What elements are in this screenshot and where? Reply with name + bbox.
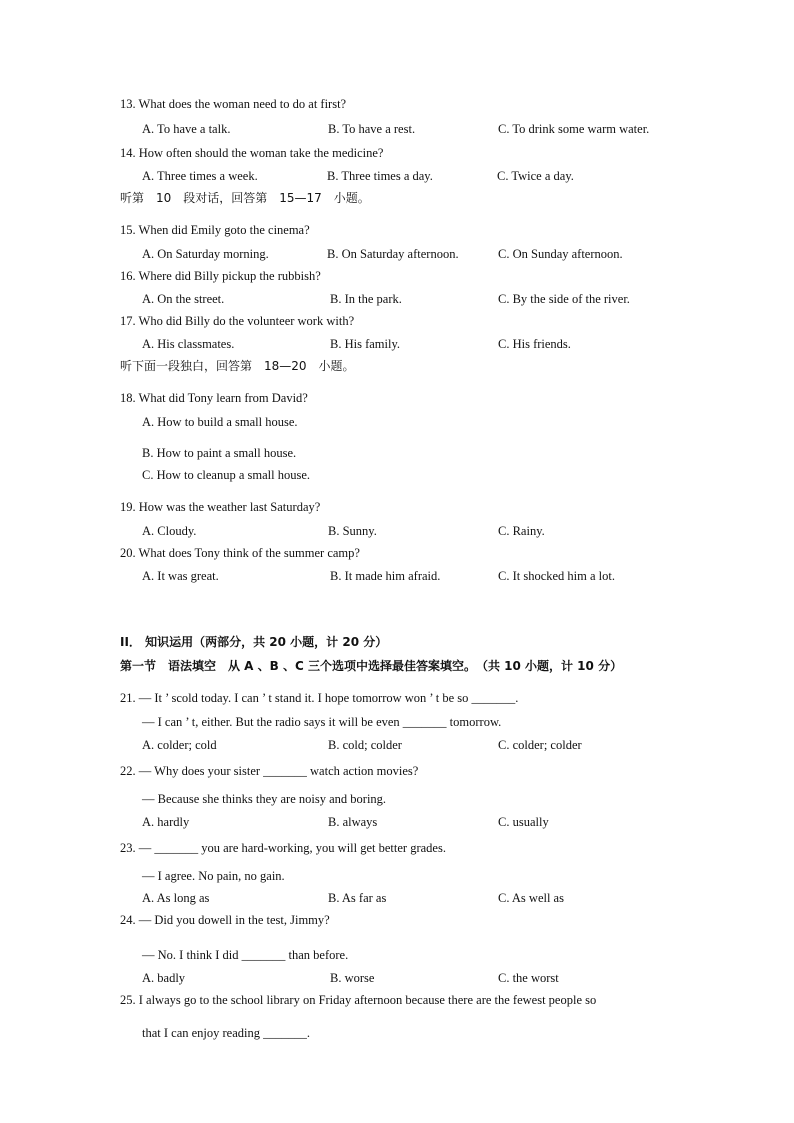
question-15-option-b: B. On Saturday afternoon.	[327, 247, 459, 261]
question-16-option-b: B. In the park.	[330, 292, 402, 306]
question-16-option-a: A. On the street.	[142, 292, 225, 306]
question-13-option-a: A. To have a talk.	[142, 122, 231, 136]
question-23-option-c: C. As well as	[498, 891, 564, 905]
question-17-option-a: A. His classmates.	[142, 337, 235, 351]
question-24-line-1: 24. — Did you dowell in the test, Jimmy?	[120, 913, 330, 927]
question-24-option-a: A. badly	[142, 971, 186, 985]
question-19-option-b: B. Sunny.	[328, 524, 377, 538]
question-14-stem: 14. How often should the woman take the medicine?	[120, 146, 384, 160]
question-13-option-b: B. To have a rest.	[328, 122, 416, 136]
question-21-line-1: 21. — It ’ scold today. I can ’ t stand it. I hope tomorrow won ’ t be so _______.	[120, 691, 519, 705]
question-21-line-2: — I can ’ t, either. But the radio says it will be even _______ tomorrow.	[142, 715, 502, 729]
question-20-option-c: C. It shocked him a lot.	[498, 569, 615, 583]
question-13-stem: 13. What does the woman need to do at first?	[120, 97, 347, 111]
question-21-option-a: A. colder; cold	[142, 738, 217, 752]
part-2-title: II． 知识运用（两部分，共 20 小题，计 20 分）	[120, 635, 388, 649]
question-22-option-b: B. always	[328, 815, 378, 829]
question-18-stem: 18. What did Tony learn from David?	[120, 391, 308, 405]
directions-dialogue-10: 听第 10 段对话，回答第 15—17 小题。	[120, 191, 370, 205]
question-25-line-2: that I can enjoy reading _______.	[142, 1026, 311, 1040]
question-23-option-b: B. As far as	[328, 891, 387, 905]
question-15-option-c: C. On Sunday afternoon.	[498, 247, 623, 261]
question-22-option-a: A. hardly	[142, 815, 190, 829]
question-22-line-1: 22. — Why does your sister _______ watch action movies?	[120, 764, 419, 778]
question-18-option-a: A. How to build a small house.	[142, 415, 298, 429]
question-22-line-2: — Because she thinks they are noisy and boring.	[142, 792, 387, 806]
question-14-option-c: C. Twice a day.	[497, 169, 574, 183]
question-24-line-2: — No. I think I did _______ than before.	[142, 948, 349, 962]
question-18-option-c: C. How to cleanup a small house.	[142, 468, 311, 482]
question-22-option-c: C. usually	[498, 815, 549, 829]
question-20-option-a: A. It was great.	[142, 569, 219, 583]
directions-monologue: 听下面一段独白，回答第 18—20 小题。	[120, 359, 355, 373]
question-17-option-b: B. His family.	[330, 337, 401, 351]
question-21-option-c: C. colder; colder	[498, 738, 582, 752]
question-14-option-a: A. Three times a week.	[142, 169, 258, 183]
question-20-stem: 20. What does Tony think of the summer camp?	[120, 546, 360, 560]
question-23-line-1: 23. — _______ you are hard-working, you will get better grades.	[120, 841, 446, 855]
question-19-option-a: A. Cloudy.	[142, 524, 197, 538]
question-20-option-b: B. It made him afraid.	[330, 569, 441, 583]
question-15-stem: 15. When did Emily goto the cinema?	[120, 223, 310, 237]
question-19-option-c: C. Rainy.	[498, 524, 545, 538]
question-17-option-c: C. His friends.	[498, 337, 571, 351]
question-16-option-c: C. By the side of the river.	[498, 292, 630, 306]
question-25-line-1: 25. I always go to the school library on Friday afternoon because there are the fewest people so	[120, 993, 597, 1007]
question-15-option-a: A. On Saturday morning.	[142, 247, 269, 261]
question-19-stem: 19. How was the weather last Saturday?	[120, 500, 321, 514]
question-23-line-2: — I agree. No pain, no gain.	[142, 869, 285, 883]
question-17-stem: 17. Who did Billy do the volunteer work with?	[120, 314, 355, 328]
question-13-option-c: C. To drink some warm water.	[498, 122, 650, 136]
section-1-title: 第一节 语法填空 从 A 、B 、C 三个选项中选择最佳答案填空。 （共 10 小题，计 10 分）	[120, 659, 623, 673]
question-16-stem: 16. Where did Billy pickup the rubbish?	[120, 269, 321, 283]
question-23-option-a: A. As long as	[142, 891, 210, 905]
question-14-option-b: B. Three times a day.	[327, 169, 433, 183]
question-18-option-b: B. How to paint a small house.	[142, 446, 297, 460]
question-21-option-b: B. cold; colder	[328, 738, 402, 752]
question-24-option-c: C. the worst	[498, 971, 559, 985]
question-24-option-b: B. worse	[330, 971, 375, 985]
